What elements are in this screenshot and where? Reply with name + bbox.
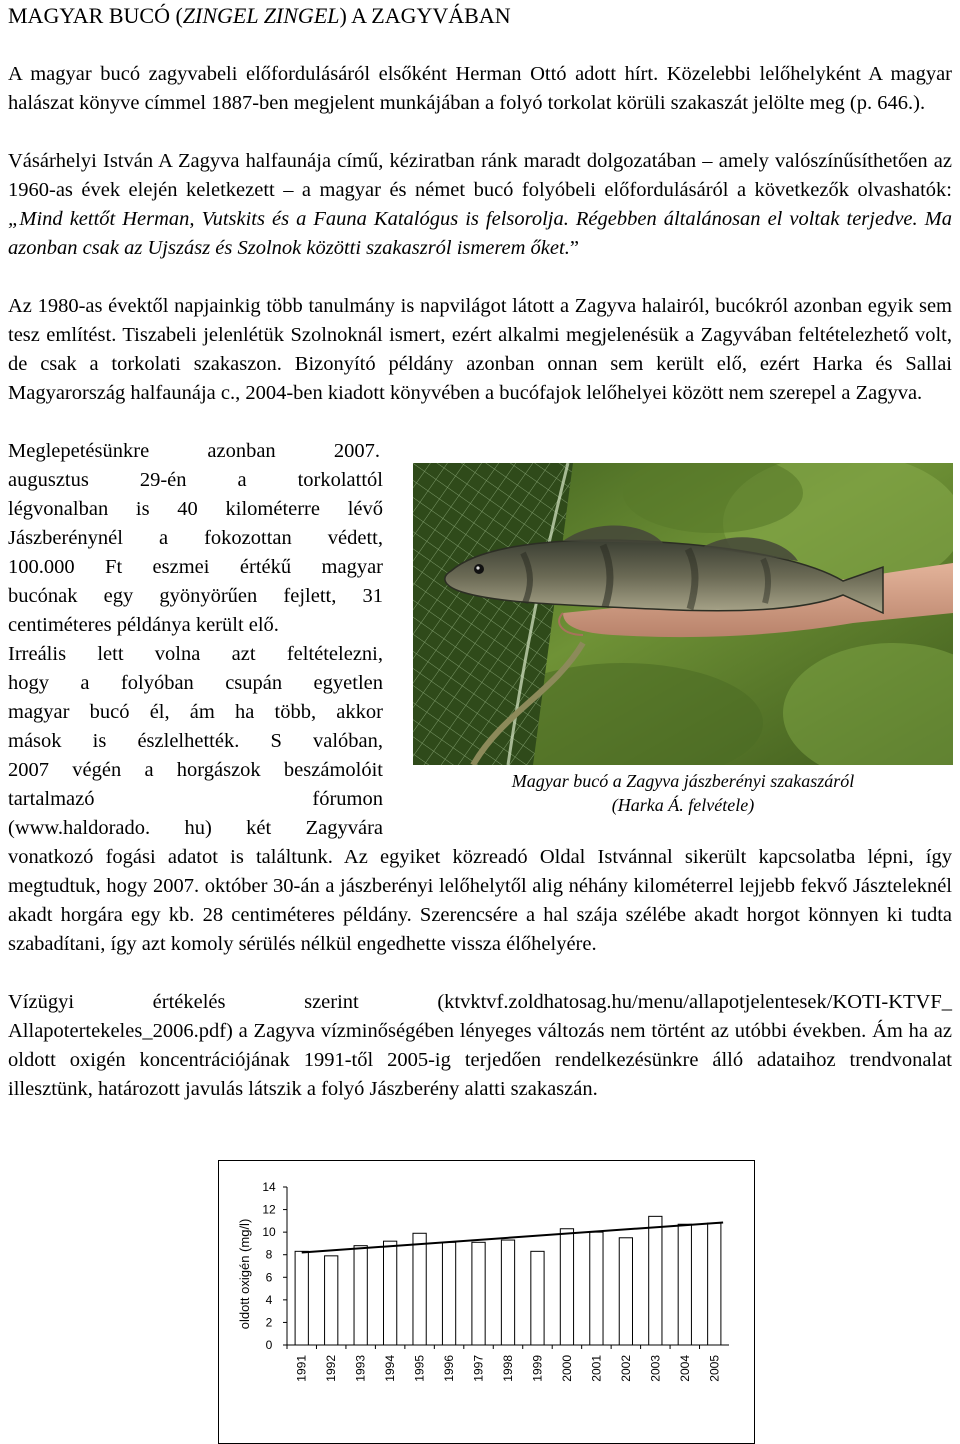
narrow-line: magyar bucó él, ám ha több, akkor bbox=[8, 701, 383, 723]
oxygen-chart bbox=[218, 1160, 755, 1444]
narrow-line: bucónak egy gyönyörűen fejlett, 31 bbox=[8, 585, 383, 607]
x-tick-label: 2000 bbox=[559, 1355, 574, 1382]
title-text-end: ) A ZAGYVÁBAN bbox=[339, 3, 511, 28]
chart-bar bbox=[501, 1240, 514, 1345]
y-tick-label: 8 bbox=[265, 1247, 273, 1262]
y-tick-label: 12 bbox=[262, 1202, 276, 1217]
chart-bar bbox=[413, 1233, 426, 1345]
x-tick-label: 1992 bbox=[324, 1355, 339, 1382]
chart-bar bbox=[531, 1251, 544, 1345]
narrow-line: Jászberénynél a fokozottan védett, bbox=[8, 527, 383, 549]
x-tick-label: 2002 bbox=[618, 1355, 633, 1382]
y-axis-label: oldott oxigén (mg/l) bbox=[237, 1218, 252, 1330]
title-species: ZINGEL ZINGEL bbox=[182, 3, 340, 28]
narrow-line: Irreális lett volna azt feltételezni, bbox=[8, 643, 383, 665]
title-text: MAGYAR BUCÓ ( bbox=[8, 3, 183, 28]
page-title bbox=[8, 2, 952, 30]
chart-bar bbox=[619, 1238, 632, 1345]
chart-bar bbox=[472, 1242, 485, 1345]
y-tick-label: 2 bbox=[265, 1315, 273, 1330]
narrow-line: 100.000 Ft eszmei értékű magyar bbox=[8, 556, 383, 578]
narrow-line: augusztus 29-én a torkolattól bbox=[8, 469, 383, 491]
y-tick-label: 4 bbox=[265, 1292, 273, 1307]
x-tick-label: 1997 bbox=[471, 1355, 486, 1382]
paragraph-2-quote-end: ” bbox=[569, 237, 579, 259]
narrow-line: hogy a folyóban csupán egyetlen bbox=[8, 672, 383, 694]
y-tick-label: 10 bbox=[262, 1225, 276, 1240]
fish-photo bbox=[413, 463, 953, 765]
caption-line-1: Magyar bucó a Zagyva jászberényi szakaszáról bbox=[511, 771, 855, 791]
narrow-line: mások is észlelhették. S valóban, bbox=[8, 730, 383, 752]
narrow-line: 2007 végén a horgászok beszámolóit bbox=[8, 759, 383, 781]
narrow-line: légvonalban is 40 kilométerre lévő bbox=[8, 498, 383, 520]
x-tick-label: 1994 bbox=[383, 1355, 398, 1382]
paragraph-2-text: Vásárhelyi István A Zagyva halfaunája című, kéziratban ránk maradt dolgozatában – amely valószínűsíthetően az 1960-as évek elején keletkezett – a magyar és német bucó folyóbeli előfordulásáról a következők olvashatók: bbox=[8, 150, 952, 201]
chart-bar bbox=[384, 1241, 397, 1345]
paragraph-3: Az 1980-as évektől napjainkig több tanulmány is napvilágot látott a Zagyva halairól, bucókról azonban egyik sem tesz említést. Tiszabeli jelenlétük Szolnoknál ismert, ezért alkalmi megjelenésük a Zagyvában feltételezhető volt, de csak a torkolati szakaszon. Bizonyító példány azonban onnan sem került elő, ezért Harka és Sallai Magyarország halfaunája c., 2004-ben kiadott könyvében a bucófajok lelőhelyei között nem szerepel a Zagyva. bbox=[8, 295, 952, 404]
x-tick-label: 2004 bbox=[677, 1355, 692, 1382]
x-tick-label: 1999 bbox=[530, 1355, 545, 1382]
y-tick-label: 0 bbox=[265, 1338, 273, 1352]
x-tick-label: 2005 bbox=[707, 1355, 722, 1382]
y-tick-label: 6 bbox=[265, 1270, 273, 1285]
x-tick-label: 1996 bbox=[442, 1355, 457, 1382]
photo-caption bbox=[413, 769, 953, 817]
caption-line-2: (Harka Á. felvétele) bbox=[611, 795, 755, 815]
paragraph-5: Vízügyi értékelés szerint (ktvktvf.zoldhatosag.hu/menu/allapotjelentesek/KOTI-KTVF_ Allapotertekeles_2006.pdf) a Zagyva vízminőségében lényeges változás nem történt az utóbbi években. Ám ha az oldott oxigén koncentrációjának 1991-től 2005-ig terjedően rendelkezésünkre álló adataihoz trendvonalat illesztünk, határozott javulás látszik a folyó Jászberény alatti szakaszán. bbox=[8, 991, 952, 1100]
paragraph-1: A magyar bucó zagyvabeli előfordulásáról elsőként Herman Ottó adott hírt. Közelebbi lelőhelyként A magyar halászat könyve címmel 1887-ben megjelent munkájában a folyó torkolat körüli szakaszát jelölte meg (p. 646.). bbox=[8, 63, 952, 114]
paragraph-2-quote: „Mind kettőt Herman, Vutskits és a Fauna Katalógus is felsorolja. Régebben általánosan el voltak terjedve. Ma azonban csak az Ujszász és Szolnok közötti szakaszról ismerem őket. bbox=[8, 208, 952, 259]
chart-bar bbox=[649, 1216, 662, 1345]
narrow-line: centiméteres példánya került elő. bbox=[8, 614, 279, 636]
chart-bar bbox=[442, 1242, 455, 1345]
chart-bar bbox=[295, 1251, 308, 1345]
chart-bar bbox=[560, 1229, 573, 1345]
narrow-line: tartalmazó fórumon bbox=[8, 788, 383, 810]
paragraph-4: vonatkozó fogási adatot is találtunk. Az egyiket közreadó Oldal Istvánnal sikerült kapcsolatba lépni, így megtudtuk, hogy 2007. október 30-án a jászberényi lelőhelytől alig néhány kilométerrel lejjebb fekvő Jászteleknél akadt horgára egy kb. 28 centiméteres példány. Szerencsére a hal szája szélébe akadt horgot könnyen ki tudta szabadítani, így azt komoly sérülés nélkül engedhette vissza élőhelyére. bbox=[8, 846, 952, 955]
x-tick-label: 1995 bbox=[412, 1355, 427, 1382]
x-tick-label: 1993 bbox=[353, 1355, 368, 1382]
chart-bar bbox=[590, 1232, 603, 1345]
chart-bar bbox=[678, 1224, 691, 1345]
chart-bar bbox=[708, 1223, 721, 1345]
chart-bar bbox=[354, 1246, 367, 1345]
narrow-line: (www.haldorado. hu) két Zagyvára bbox=[8, 817, 383, 839]
x-tick-label: 2001 bbox=[589, 1355, 604, 1382]
x-tick-label: 1998 bbox=[501, 1355, 515, 1382]
chart-bar bbox=[325, 1256, 338, 1345]
paragraph-2 bbox=[8, 147, 952, 263]
narrow-line: Meglepetésünkre azonban 2007. bbox=[8, 440, 380, 462]
oxygen-chart-plot bbox=[219, 1161, 754, 1443]
x-tick-label: 2003 bbox=[648, 1355, 663, 1382]
fish-photo-graphic bbox=[413, 463, 953, 765]
y-tick-label: 14 bbox=[262, 1180, 276, 1194]
x-tick-label: 1991 bbox=[294, 1355, 309, 1382]
